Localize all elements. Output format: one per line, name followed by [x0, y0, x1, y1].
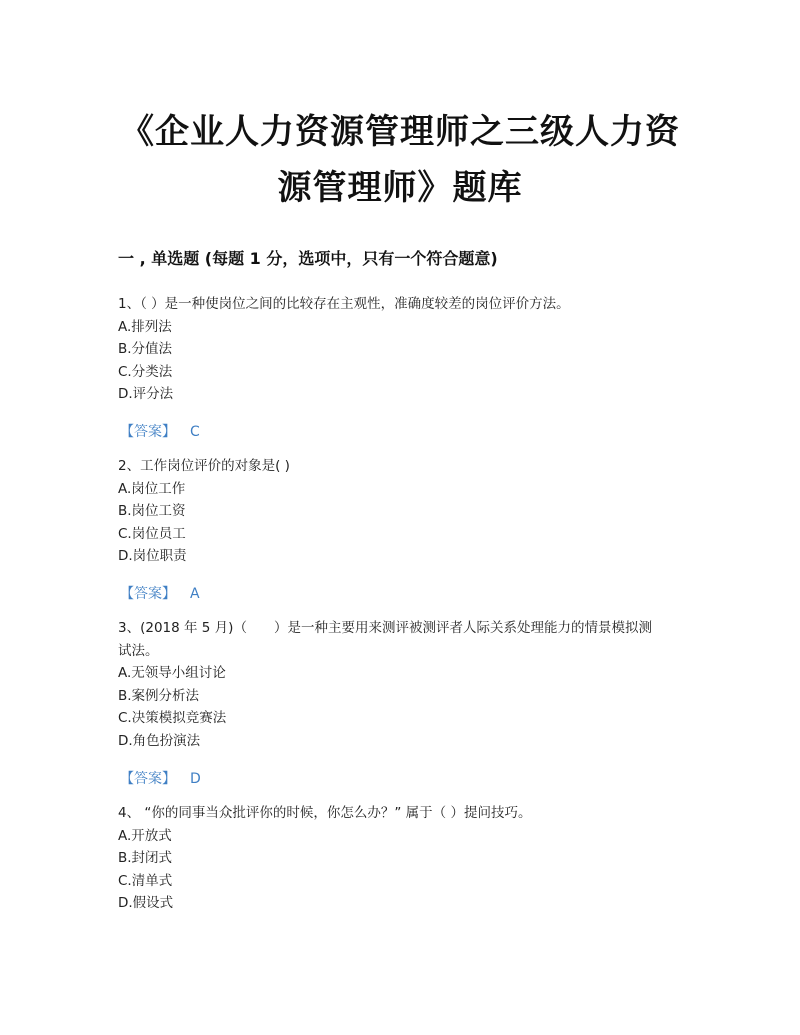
answer-value: C: [190, 424, 200, 440]
option-c: C.岗位员工: [118, 525, 186, 542]
answer-label: 【答案】: [120, 424, 176, 440]
question-stem-line-1: 3、(2018 年 5 月)（ ）是一种主要用来测评被测评者人际关系处理能力的情景模拟测: [118, 620, 652, 636]
answer-value: D: [190, 771, 201, 787]
option-b: B.岗位工资: [118, 503, 186, 519]
question-stem: 4、 “你的同事当众批评你的时候，你怎么办？” 属于（ ）提问技巧。: [118, 805, 532, 821]
answer-1: [120, 421, 200, 441]
option-a: A.排列法: [118, 318, 172, 335]
option-b: B.案例分析法: [118, 687, 200, 704]
answer-3: [120, 768, 201, 788]
question-1: [118, 293, 688, 406]
option-d: D.岗位职责: [118, 548, 187, 564]
question-4: [118, 802, 688, 915]
answer-label: 【答案】: [120, 586, 176, 602]
answer-label: 【答案】: [120, 771, 176, 787]
option-d: D.假设式: [118, 895, 174, 911]
question-stem: 2、工作岗位评价的对象是( ): [118, 458, 290, 474]
option-a: A.开放式: [118, 827, 172, 844]
section-heading: 一 , 单选题 (每题 1 分，选项中，只有一个符合题意): [118, 249, 498, 268]
option-c: C.决策模拟竞赛法: [118, 710, 227, 726]
question-2: [118, 455, 688, 568]
answer-value: A: [190, 586, 200, 602]
option-a: A.岗位工作: [118, 480, 186, 497]
option-b: B.分值法: [118, 341, 173, 357]
question-stem-line-2: 试法。: [118, 642, 159, 659]
option-c: C.清单式: [118, 872, 173, 889]
option-c: C.分类法: [118, 363, 173, 380]
option-a: A.无领导小组讨论: [118, 665, 226, 681]
option-b: B.封闭式: [118, 850, 173, 866]
answer-2: [120, 583, 200, 603]
option-d: D.评分法: [118, 386, 174, 402]
document-title: [110, 104, 690, 216]
question-stem: 1、（ ）是一种使岗位之间的比较存在主观性，准确度较差的岗位评价方法。: [118, 296, 570, 312]
option-d: D.角色扮演法: [118, 732, 201, 749]
title-line-1: 《企业人力资源管理师之三级人力资: [120, 112, 680, 152]
question-3: [118, 617, 688, 752]
title-line-2: 源管理师》题库: [277, 168, 523, 208]
